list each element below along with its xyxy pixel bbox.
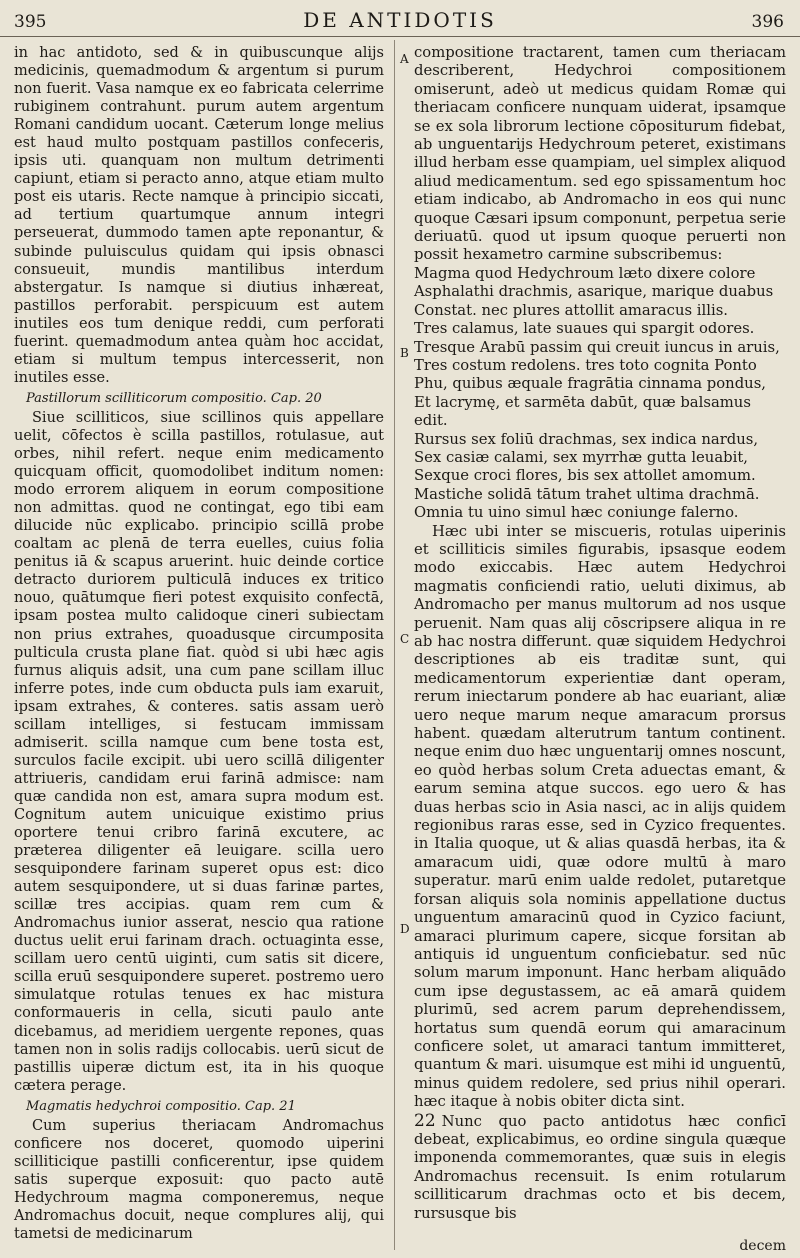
left-paragraph-3: Cum superius theriacam Andromachus conficere nos doceret, quomodo uiperini scilliticique pastilli conficerentur, ipse quidem satis superque exposuit: quo pacto autē Hedychroum magma componeremus, neque Andromachus docuit, neque complures alij, qui tametsi de medicinarum bbox=[14, 1117, 384, 1243]
verse-line: Rursus sex foliū drachmas, sex indica nardus, bbox=[414, 430, 759, 448]
chapter-22-number: 22 bbox=[414, 1110, 436, 1131]
page-number-left: 395 bbox=[14, 12, 47, 32]
margin-marker-b: B bbox=[400, 346, 409, 360]
verse-line: Omnia tu uino simul hæc coniunge falerno. bbox=[414, 504, 739, 522]
right-paragraph-2: Hæc ubi inter se miscueris, rotulas uiperinis et scilliticis similes figurabis, ipsasque eodem modo exiccabis. Hæc autem Hedychroi magmatis conficiendi ratio, ueluti diximus, ab Andromacho per manus multorum ad nos usque peruenit. Nam quas alij cōscripsere aliqua in re ab hac nostra differunt. quæ siquidem Hedychroi descriptiones ab eis traditæ sunt, qui medicamentorum experientiæ dant operam, rerum iniectarum pondere ab hac euariant, aliæ uero neque marum neque amaracum prorsus habent. quædam alterutrum tantum continent. neque enim duo hæc unguentarij omnes noscunt, eo quòd herbas solum Creta aduectas emant, & earum semina atque succos. ego uero & has duas herbas scio in Asia nasci, ac in alijs quidem regionibus raras esse, sed in Cyzico frequentes. in Italia quoque, ut & alias quasdā herbas, ita & amaracum uidi, quæ odore multū à maro superatur. marū enim ualde redolet, putaretque forsan aliquis sola nominis appellatione ductus unguentum amaracinū quod in Cyzico faciunt, amaraci plurimum capere, sicque forsitan ab antiquis id unguentum conficiebatur. sed nūc solum marum imponunt. Hanc herbam aliquādo cum ipse degustassem, ac eā amarā quidem plurimū, sed acrem parum deprehendissem, hortatus sum quendā eorum qui amaracinum conficere solet, ut amaraci tantum immitteret, quantum & mari. uisumque est mihi id unguentū, minus quidem redolere, sed prius nihil operari. hæc itaque à nobis obiter dicta sint. bbox=[414, 522, 786, 1111]
verse-block bbox=[414, 265, 786, 523]
chapter-21-heading: Magmatis hedychroi compositio. Cap. 21 bbox=[26, 1098, 296, 1114]
verse-line: Et lacrymę, et sarmēta dabūt, quæ balsamus edit. bbox=[414, 393, 751, 430]
column-divider bbox=[394, 40, 395, 1250]
right-paragraph-3-text: Nunc quo pacto antidotus hæc conficī debeat, explicabimus, eo ordine singula quæque imponenda commemorantes, quæ suis in elegis Andromachus recensuit. Is enim rotularum scilliticarum drachmas octo et bis decem, rursusque bis bbox=[414, 1112, 786, 1222]
verse-line: Magma quod Hedychroum læto dixere colore bbox=[414, 264, 756, 282]
verse-line: Tres calamus, late suaues qui spargit odores. bbox=[414, 320, 755, 338]
left-column bbox=[14, 44, 384, 1243]
left-paragraph-1: in hac antidoto, sed & in quibuscunque alijs medicinis, quemadmodum & argentum si purum non fuerit. Vasa namque ex eo fabricata celerrime rubiginem contrahunt. purum autem argentum Romani candidum uocant. Cæterum longe melius est haud multo postquam pastillos confeceris, ipsis uti. quanquam non multum detrimenti capiunt, etiam si peracto anno, atque etiam multo post eis utaris. Recte namque à principio siccati, ad tertium quartumque annum integri perseuerat, dummodo tamen apte reponantur, & subinde puluisculus quidam qui ipsis obnasci consueuit, mundis mantilibus interdum abstergatur. Is namque si diutius inhæreat, pastillos perforabit. perspicuum est autem inutiles eos tum denique reddi, cum perforati fuerint. quemadmodum antea quàm hoc accidat, etiam si multum tempus intercesserit, non inutiles esse. bbox=[14, 45, 384, 386]
verse-line: Asphalathi drachmis, asarique, marique duabus bbox=[414, 283, 774, 301]
right-paragraph-3 bbox=[414, 1112, 786, 1223]
verse-line: Mastiche solidā tātum trahet ultima drachmā. bbox=[414, 485, 760, 503]
running-title: DE ANTIDOTIS bbox=[303, 8, 497, 32]
catchword: decem bbox=[739, 1238, 786, 1254]
verse-line: Tresque Arabū passim qui creuit iuncus in aruis, bbox=[414, 338, 780, 356]
chapter-20-heading: Pastillorum scilliticorum compositio. Cap. 20 bbox=[26, 390, 322, 406]
header-rule bbox=[0, 36, 800, 37]
margin-marker-c: C bbox=[400, 632, 410, 646]
verse-line: Sexque croci flores, bis sex attollet amomum. bbox=[414, 467, 756, 485]
verse-line: Sex casiæ calami, sex myrrhæ gutta leuabit, bbox=[414, 448, 749, 466]
verse-line: Phu, quibus æquale fragrātia cinnama pondus, bbox=[414, 375, 766, 393]
left-paragraph-2: Siue scilliticos, siue scillinos quis appellare uelit, cōfectos è scilla pastillos, rotulasue, aut orbes, nihil refert. neque enim medicamento quicquam officit, quomodolibet inditum nomen: modo errorem aliquem in eorum compositione non admittas. quod ne contingat, ego tibi eam dilucide nūc explicabo. principio scillā probe coaltam ac plenā de terra euelles, cuius folia penitus iā & scapus aruerint. huic deinde cortice detracto duriorem pulticulā induces ex tritico nouo, quātumque fieri potest exquisito confectā, ipsam postea multo calidoque cineri subiectam non prius extrahes, quoadusque circumposita pulticula crusta plane fiat. quòd si ubi hæc agis furnus aliquis adsit, una cum pane scillam illuc inferre potes, inde cum obducta puls iam exaruit, ipsam extrahes, & conteres. satis assam uerò scillam intelliges, si festucam immissam admiserit. scilla namque cum bene tosta est, surculos facile excipit. ubi uero scillā diligenter attriueris, candidam erui farinā admisce: nam quæ candida non est, amara supra modum est. Cognitum autem unicuique existimo prius oportere tenui cribro farinā excutere, ac præterea diligenter eā leuigare. scilla uero sesquipondere farinam superet opus est: dico autem sesquipondere, ut si duas farinæ partes, scillæ tres accipias. quam rem cum & Andromachus iunior asserat, nescio qua ratione ductus uelit erui farinam drach. octuaginta esse, scillam uero centū uiginti, cum satis sit dicere, scilla eruū sesquipondere superet. postremo uero simulatque rotulas tenues ex hac mistura conformaueris in cella, sicuti paulo ante dicebamus, ad meridiem uergente repones, quas tamen non in solis radijs collocabis. uerū sicut de pastillis uiperæ dictum est, ita in his quoque cætera perage. bbox=[14, 409, 384, 1094]
margin-marker-d: D bbox=[400, 922, 410, 936]
right-column bbox=[414, 44, 786, 1223]
verse-line: Constat. nec plures attollit amaracus illis. bbox=[414, 301, 728, 319]
verse-line: Tres costum redolens. tres toto cognita Ponto bbox=[414, 356, 757, 374]
running-head bbox=[0, 6, 800, 36]
right-paragraph-1: compositione tractarent, tamen cum theriacam describerent, Hedychroi compositionem omiserunt, adeò ut medicus quidam Romæ qui theriacam conficere nunquam uiderat, ipsamque se ex sola librorum lectione cōpositurum fidebat, ab unguentarijs Hedychroum peteret, existimans illud herbam esse quampiam, uel simplex aliquod aliud medicamentum. sed ego spissamentum hoc etiam indicabo, ab Andromacho in eos qui nunc quoque Cæsari ipsum componunt, perpetua serie deriuatū. quod ut ipsum quoque peruerti non possit hexametro carmine subscribemus: bbox=[414, 44, 786, 264]
page-number-right: 396 bbox=[751, 12, 784, 32]
margin-marker-a: A bbox=[400, 52, 409, 66]
